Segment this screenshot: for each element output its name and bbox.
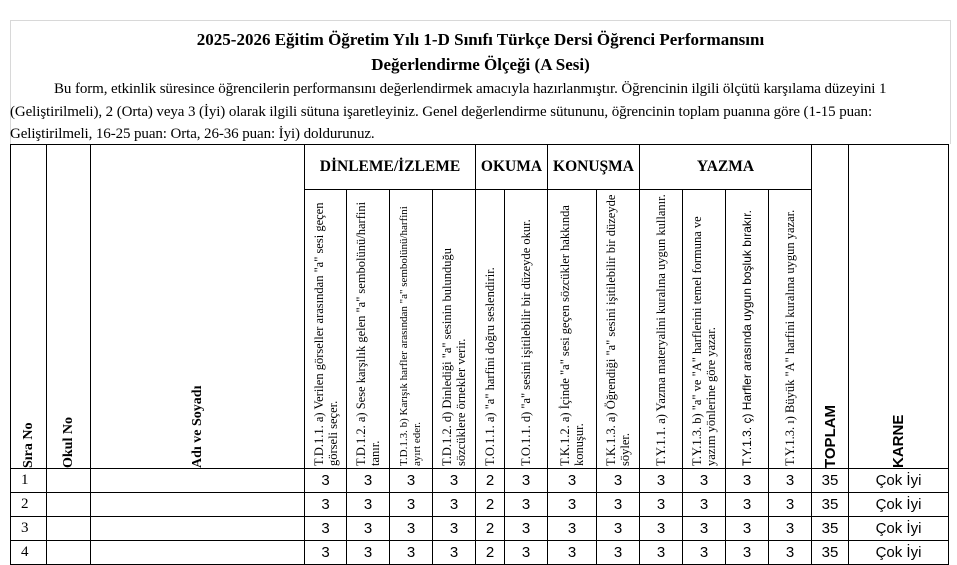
karne-cell[interactable]: Çok İyi <box>849 517 949 541</box>
score-cell[interactable]: 3 <box>505 541 548 565</box>
total-cell: 35 <box>812 541 849 565</box>
karne-cell[interactable]: Çok İyi <box>849 541 949 565</box>
criterion-ty-1-3-i: T.Y.1.3. ı) Büyük "A" harfini kuralına uygun yazar. <box>769 190 812 469</box>
score-cell[interactable]: 3 <box>548 541 597 565</box>
criterion-tk-1-3-a: T.K.1.3. a) Öğrendiği "a" sesini işitilebilir bir düzeyde söyler. <box>597 190 640 469</box>
criterion-td-1-2-a: T.D.1.2. a) Sese karşılık gelen "a" sembolünü/harfini tanır. <box>347 190 390 469</box>
group-okuma: OKUMA <box>476 145 548 190</box>
score-cell[interactable]: 3 <box>347 493 390 517</box>
score-cell[interactable]: 3 <box>505 493 548 517</box>
score-cell[interactable]: 2 <box>476 469 505 493</box>
karne-cell[interactable]: Çok İyi <box>849 493 949 517</box>
criterion-ty-1-3-c: T.Y.1.3. ç) Harfler arasında uygun boşluk bırakır. <box>726 190 769 469</box>
score-cell[interactable]: 3 <box>548 469 597 493</box>
criterion-to-1-1-d: T.O.1.1. d) "a" sesini işitilebilir bir düzeyde okur. <box>505 190 548 469</box>
table-row <box>11 469 949 493</box>
score-cell[interactable]: 2 <box>476 517 505 541</box>
student-name-cell[interactable] <box>91 493 305 517</box>
okul-no-cell[interactable] <box>47 541 91 565</box>
score-cell[interactable]: 3 <box>640 493 683 517</box>
row-number: 3 <box>11 517 47 541</box>
score-cell[interactable]: 3 <box>726 493 769 517</box>
total-cell: 35 <box>812 517 849 541</box>
criterion-tk-1-2-a: T.K.1.2. a) İçinde "a" sesi geçen sözcükler hakkında konuşur. <box>548 190 597 469</box>
score-cell[interactable]: 3 <box>683 517 726 541</box>
score-cell[interactable]: 3 <box>390 541 433 565</box>
score-cell[interactable]: 3 <box>683 493 726 517</box>
criterion-td-1-2-d: T.D.1.2. d) Dinlediği "a" sesinin bulunduğu sözcüklere örnekler verir. <box>433 190 476 469</box>
student-name-cell[interactable] <box>91 517 305 541</box>
score-cell[interactable]: 3 <box>548 493 597 517</box>
score-cell[interactable]: 3 <box>347 541 390 565</box>
score-cell[interactable]: 3 <box>769 541 812 565</box>
score-cell[interactable]: 2 <box>476 541 505 565</box>
score-cell[interactable]: 3 <box>505 517 548 541</box>
group-konusma: KONUŞMA <box>548 145 640 190</box>
group-yazma: YAZMA <box>640 145 812 190</box>
table-row <box>11 517 949 541</box>
score-cell[interactable]: 3 <box>433 541 476 565</box>
row-number: 2 <box>11 493 47 517</box>
student-name-cell[interactable] <box>91 541 305 565</box>
criterion-td-1-3-b: T.D.1.3. b) Karışık harfler arasından "a" sembolünü/harfini ayırt eder. <box>390 190 433 469</box>
score-cell[interactable]: 3 <box>597 493 640 517</box>
score-cell[interactable]: 3 <box>433 493 476 517</box>
page-title: 2025-2026 Eğitim Öğretim Yılı 1-D Sınıfı Türkçe Dersi Öğrenci Performansını <box>196 30 765 49</box>
score-cell[interactable]: 3 <box>433 469 476 493</box>
score-cell[interactable]: 3 <box>640 541 683 565</box>
score-cell[interactable]: 3 <box>305 469 347 493</box>
score-cell[interactable]: 3 <box>390 469 433 493</box>
score-cell[interactable]: 3 <box>390 517 433 541</box>
okul-no-cell[interactable] <box>47 517 91 541</box>
criterion-td-1-1-a: T.D.1.1. a) Verilen görseller arasından "a" sesi geçen görseli seçer. <box>305 190 347 469</box>
okul-no-cell[interactable] <box>47 493 91 517</box>
score-cell[interactable]: 3 <box>769 517 812 541</box>
score-cell[interactable]: 2 <box>476 493 505 517</box>
table-row <box>11 493 949 517</box>
row-number: 4 <box>11 541 47 565</box>
score-cell[interactable]: 3 <box>726 517 769 541</box>
score-cell[interactable]: 3 <box>433 517 476 541</box>
score-cell[interactable]: 3 <box>597 517 640 541</box>
score-cell[interactable]: 3 <box>305 493 347 517</box>
student-name-cell[interactable] <box>91 469 305 493</box>
score-cell[interactable]: 3 <box>305 517 347 541</box>
total-cell: 35 <box>812 493 849 517</box>
total-cell: 35 <box>812 469 849 493</box>
score-cell[interactable]: 3 <box>390 493 433 517</box>
header-adi-soyadi: Adı ve Soyadı <box>91 145 305 469</box>
table-row <box>11 541 949 565</box>
okul-no-cell[interactable] <box>47 469 91 493</box>
score-cell[interactable]: 3 <box>683 469 726 493</box>
score-cell[interactable]: 3 <box>640 517 683 541</box>
criterion-ty-1-3-b: T.Y.1.3. b) "a" ve "A" harflerini temel formuna ve yazım yönlerine göre yazar. <box>683 190 726 469</box>
score-cell[interactable]: 3 <box>597 541 640 565</box>
header-karne: KARNE <box>849 145 949 469</box>
score-cell[interactable]: 3 <box>305 541 347 565</box>
performance-table <box>10 144 949 565</box>
score-cell[interactable]: 3 <box>726 541 769 565</box>
score-cell[interactable]: 3 <box>726 469 769 493</box>
score-cell[interactable]: 3 <box>769 493 812 517</box>
header-sira-no: Sıra No <box>11 145 47 469</box>
group-dinleme: DİNLEME/İZLEME <box>305 145 476 190</box>
score-cell[interactable]: 3 <box>683 541 726 565</box>
karne-cell[interactable]: Çok İyi <box>849 469 949 493</box>
page-subtitle: Değerlendirme Ölçeği (A Sesi) <box>371 55 590 74</box>
score-cell[interactable]: 3 <box>505 469 548 493</box>
score-cell[interactable]: 3 <box>347 517 390 541</box>
header-toplam: TOPLAM <box>812 145 849 469</box>
instructions-paragraph: Bu form, etkinlik süresince öğrencilerin performansını değerlendirmek amacıyla hazırlanmıştır. Öğrencinin ilgili ölçütü karşılama düzeyini 1 (Geliştirilmeli), 2 (Orta) veya 3 (İyi) olarak ilgili sütuna işaretleyiniz. Genel değerlendirme sütununu, öğrencinin toplam puanına göre (1-15 puan: Geliştirilmeli, 16-25 puan: Orta, 26-36 puan: İyi) doldurunuz. <box>10 81 887 142</box>
score-cell[interactable]: 3 <box>640 469 683 493</box>
score-cell[interactable]: 3 <box>347 469 390 493</box>
score-cell[interactable]: 3 <box>597 469 640 493</box>
score-cell[interactable]: 3 <box>769 469 812 493</box>
row-number: 1 <box>11 469 47 493</box>
criterion-to-1-1-a: T.O.1.1. a) "a" harfini doğru seslendirir. <box>476 190 505 469</box>
criterion-ty-1-1-a: T.Y.1.1. a) Yazma materyalini kuralına uygun kullanır. <box>640 190 683 469</box>
header-okul-no: Okul No <box>47 145 91 469</box>
score-cell[interactable]: 3 <box>548 517 597 541</box>
